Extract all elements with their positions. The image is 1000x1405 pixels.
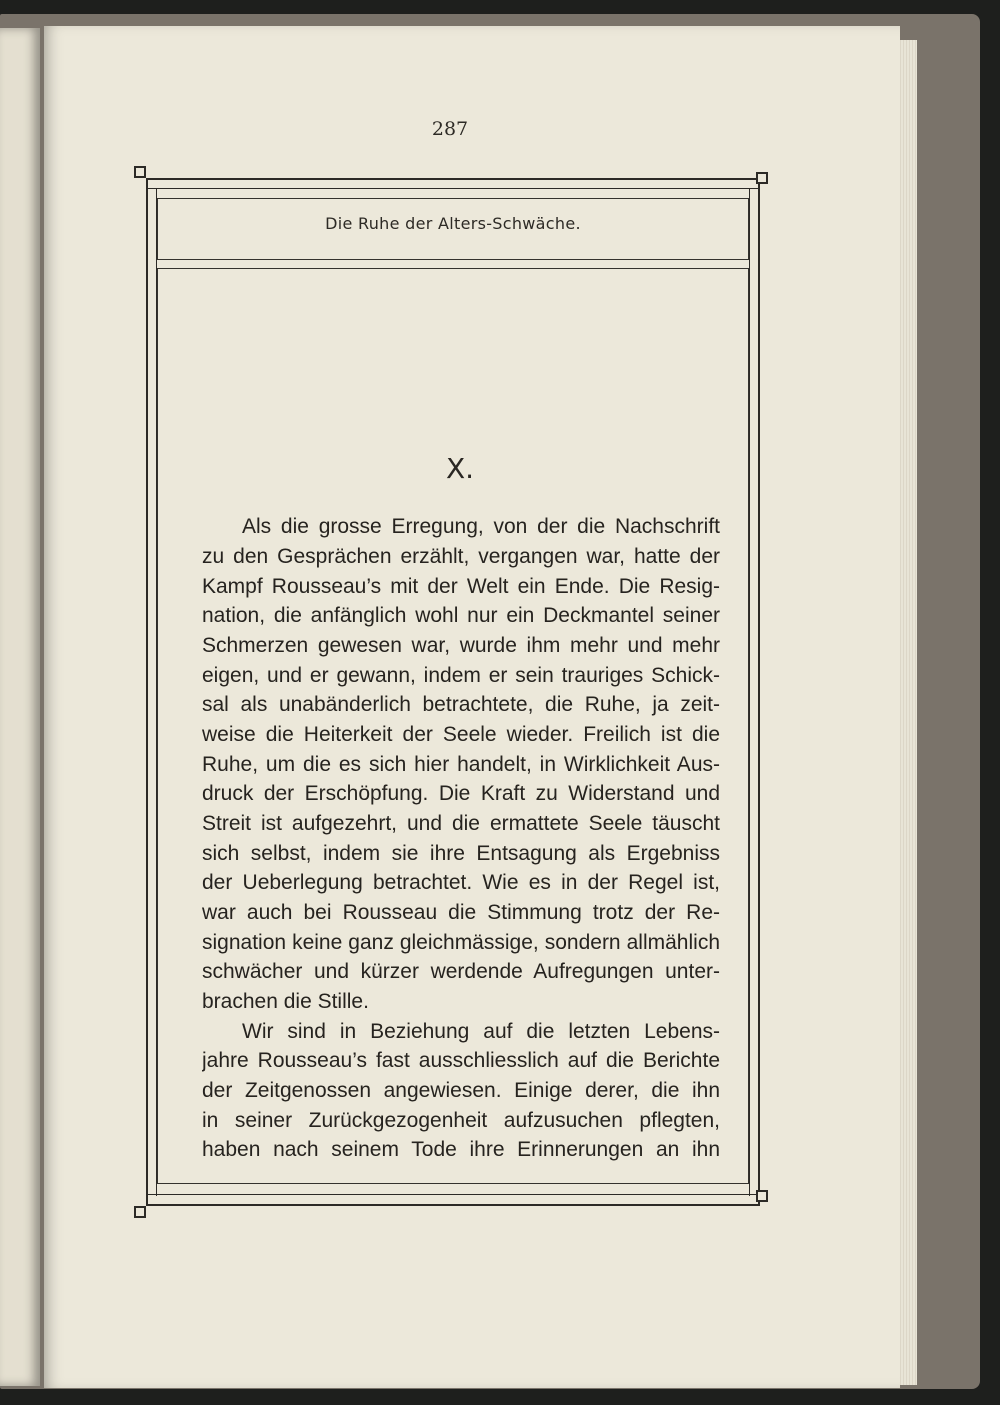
text-line: Ruhe, um die es sich hier handelt, in Wirklichkeit Aus- [202, 753, 720, 776]
text-line: war auch bei Rousseau die Stimmung trotz der Re- [202, 901, 720, 924]
text-line: sich selbst, indem sie ihre Entsagung als Ergebniss [202, 842, 720, 865]
text-line: nation, die anfänglich wohl nur ein Deckmantel seiner [202, 604, 720, 627]
text-line: jahre Rousseau’s fast ausschliesslich auf die Berichte [202, 1049, 720, 1072]
frame-corner-ornament [756, 1190, 768, 1202]
frame-bottom-inner-line [146, 1194, 760, 1195]
text-line: brachen die Stille. [202, 990, 369, 1013]
frame-right-line [758, 178, 760, 1206]
running-head: Die Ruhe der Alters-Schwäche. [325, 214, 581, 233]
frame-bottom-line [146, 1204, 760, 1206]
text-line: Schmerzen gewesen war, wurde ihm mehr und mehr [202, 634, 720, 657]
text-line: Streit ist aufgezehrt, und die ermattete Seele täuscht [202, 812, 720, 835]
frame-left-line [146, 178, 148, 1206]
frame-corner-ornament [134, 1206, 146, 1218]
text-line: druck der Erschöpfung. Die Kraft zu Widerstand und [202, 782, 720, 805]
text-line: in seiner Zurückgezogenheit aufzusuchen pflegten, [202, 1109, 720, 1132]
text-line: schwächer und kürzer werdende Aufregungen unter- [202, 960, 720, 983]
text-line: weise die Heiterkeit der Seele wieder. Freilich ist die [202, 723, 720, 746]
text-line: zu den Gesprächen erzählt, vergangen war, hatte der [202, 545, 720, 568]
page-number: 287 [431, 118, 469, 140]
frame-top-inner-line [146, 188, 760, 189]
chapter-heading: X. [445, 452, 475, 485]
text-line: Wir sind in Beziehung auf die letzten Lebens- [242, 1020, 720, 1043]
text-line: der Ueberlegung betrachtet. Wie es in der Regel ist, [202, 871, 720, 894]
text-line: haben nach seinem Tode ihre Erinnerungen an ihn [202, 1138, 720, 1161]
frame-right-inner-line [749, 188, 750, 1196]
facing-page-edge [0, 28, 40, 1386]
frame-corner-ornament [756, 172, 768, 184]
text-line: der Zeitgenossen angewiesen. Einige derer, die ihn [202, 1079, 720, 1102]
text-line: eigen, und er gewann, indem er sein trauriges Schick- [202, 664, 720, 687]
text-line: Kampf Rousseau’s mit der Welt ein Ende. Die Resig- [202, 575, 720, 598]
text-line: Als die grosse Erregung, von der die Nachschrift [242, 515, 720, 538]
text-line: signation keine ganz gleichmässige, sondern allmählich [202, 931, 720, 954]
frame-top-line [146, 178, 760, 180]
text-line: sal als unabänderlich betrachtete, die Ruhe, ja zeit- [202, 693, 720, 716]
frame-corner-ornament [134, 166, 146, 178]
